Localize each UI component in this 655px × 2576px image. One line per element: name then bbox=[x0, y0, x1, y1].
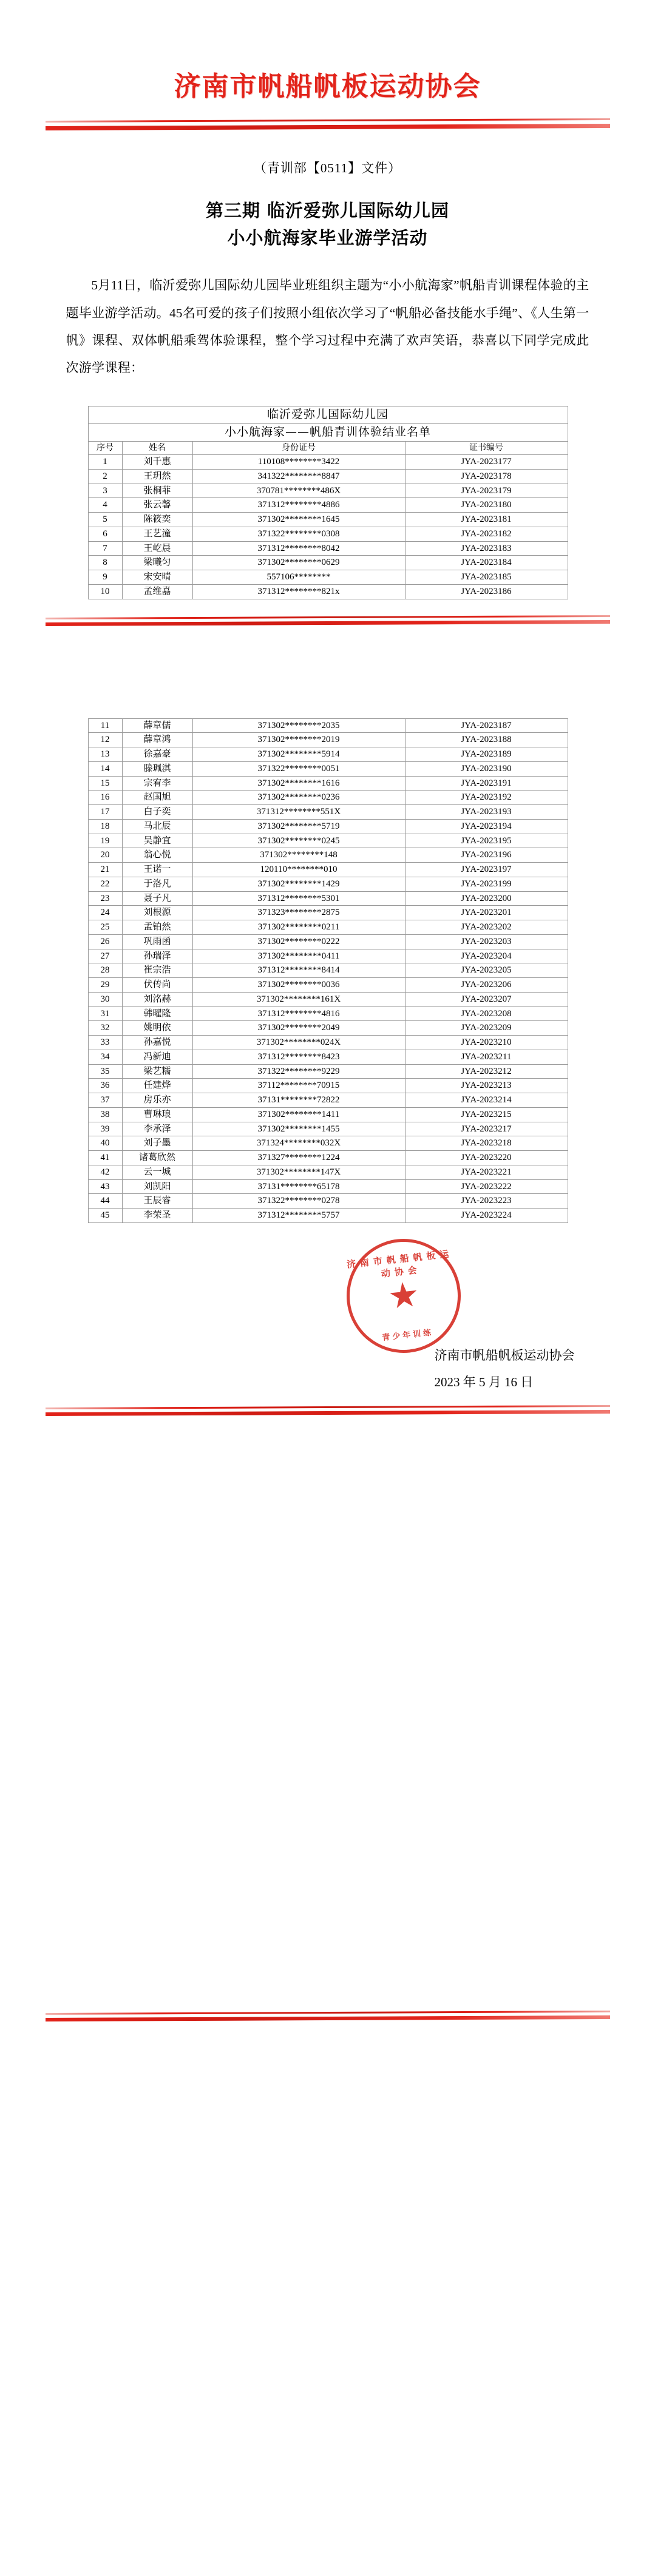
row-index: 7 bbox=[88, 541, 122, 556]
body-paragraph: 5月11日，临沂爱弥儿国际幼儿园毕业班组织主题为“小小航海家”帆船青训课程体验的主题毕业游学活动。45名可爱的孩子们按照小组依次学习了“帆船必备技能水手绳”、《人生第一帆》课程、双体帆船乘驾体验课程，整个学习过程中充满了欢声笑语，恭喜以下同学完成此次游学课程： bbox=[66, 278, 589, 375]
row-id-number: 371322********0278 bbox=[192, 1194, 405, 1209]
row-index: 39 bbox=[88, 1122, 122, 1136]
row-cert-number: JYA-2023202 bbox=[405, 920, 568, 935]
table-row bbox=[88, 1209, 568, 1223]
divider-thick-line bbox=[46, 620, 610, 626]
table-row bbox=[88, 584, 568, 599]
row-cert-number: JYA-2023190 bbox=[405, 761, 568, 776]
table-row bbox=[88, 791, 568, 805]
row-id-number: 371302********1616 bbox=[192, 776, 405, 791]
row-id-number: 371302********5719 bbox=[192, 819, 405, 834]
divider-thin-line bbox=[46, 2011, 610, 2015]
row-id-number: 371323********2875 bbox=[192, 906, 405, 920]
page-title-line-2: 小小航海家毕业游学活动 bbox=[227, 227, 428, 248]
row-id-number: 371312********4886 bbox=[192, 498, 405, 513]
row-id-number: 371302********5914 bbox=[192, 747, 405, 762]
row-id-number: 371312********551X bbox=[192, 805, 405, 820]
row-index: 22 bbox=[88, 877, 122, 891]
row-index: 34 bbox=[88, 1050, 122, 1064]
row-index: 1 bbox=[88, 455, 122, 470]
table-header-row bbox=[88, 441, 568, 455]
row-id-number: 371302********0222 bbox=[192, 934, 405, 949]
row-cert-number: JYA-2023224 bbox=[405, 1209, 568, 1223]
row-id-number: 371302********0211 bbox=[192, 920, 405, 935]
row-name: 刘千惠 bbox=[122, 455, 192, 470]
document-number: （青训部【0511】文件） bbox=[253, 160, 402, 175]
row-name: 张云馨 bbox=[122, 498, 192, 513]
table-row bbox=[88, 1021, 568, 1036]
row-name: 白子奕 bbox=[122, 805, 192, 820]
table-row bbox=[88, 819, 568, 834]
row-cert-number: JYA-2023181 bbox=[405, 513, 568, 527]
row-name: 房乐亦 bbox=[122, 1093, 192, 1108]
row-name: 聂子凡 bbox=[122, 891, 192, 906]
row-cert-number: JYA-2023196 bbox=[405, 848, 568, 863]
row-cert-number: JYA-2023223 bbox=[405, 1194, 568, 1209]
row-name: 冯新迪 bbox=[122, 1050, 192, 1064]
row-cert-number: JYA-2023178 bbox=[405, 469, 568, 484]
row-name: 王诺一 bbox=[122, 863, 192, 877]
row-cert-number: JYA-2023207 bbox=[405, 992, 568, 1006]
row-cert-number: JYA-2023189 bbox=[405, 747, 568, 762]
table-row bbox=[88, 1136, 568, 1151]
row-name: 徐嘉豪 bbox=[122, 747, 192, 762]
table-row bbox=[88, 848, 568, 863]
row-id-number: 120110********010 bbox=[192, 863, 405, 877]
row-id-number: 371302********2049 bbox=[192, 1021, 405, 1036]
row-index: 3 bbox=[88, 484, 122, 498]
divider-thick-line bbox=[46, 1410, 610, 1416]
row-id-number: 371312********8042 bbox=[192, 541, 405, 556]
table-row bbox=[88, 949, 568, 963]
row-index: 30 bbox=[88, 992, 122, 1006]
table-row bbox=[88, 541, 568, 556]
table-row bbox=[88, 747, 568, 762]
row-cert-number: JYA-2023214 bbox=[405, 1093, 568, 1108]
row-name: 孟铂然 bbox=[122, 920, 192, 935]
row-name: 王玥然 bbox=[122, 469, 192, 484]
row-cert-number: JYA-2023193 bbox=[405, 805, 568, 820]
signoff-block bbox=[435, 1342, 575, 1395]
seal-top-text: 济南市帆船帆板运动协会 bbox=[345, 1247, 453, 1280]
table-row bbox=[88, 484, 568, 498]
row-name: 陈筱奕 bbox=[122, 513, 192, 527]
table-row bbox=[88, 1194, 568, 1209]
table-row bbox=[88, 718, 568, 733]
row-id-number: 371302********0411 bbox=[192, 949, 405, 963]
row-cert-number: JYA-2023217 bbox=[405, 1122, 568, 1136]
column-header-id: 身份证号 bbox=[192, 441, 405, 455]
row-index: 8 bbox=[88, 556, 122, 570]
row-id-number: 371322********0308 bbox=[192, 527, 405, 541]
row-cert-number: JYA-2023187 bbox=[405, 718, 568, 733]
column-header-cert: 证书编号 bbox=[405, 441, 568, 455]
roster-table-part-1 bbox=[88, 406, 568, 599]
row-id-number: 341322********8847 bbox=[192, 469, 405, 484]
row-index: 14 bbox=[88, 761, 122, 776]
row-cert-number: JYA-2023188 bbox=[405, 733, 568, 747]
signoff-area bbox=[66, 1223, 589, 1405]
table-row bbox=[88, 834, 568, 848]
row-name: 吴静宜 bbox=[122, 834, 192, 848]
row-name: 宋安晴 bbox=[122, 570, 192, 585]
divider-thin-line bbox=[46, 1405, 610, 1409]
table-row bbox=[88, 1107, 568, 1122]
trailing-whitespace bbox=[0, 1416, 655, 2011]
row-cert-number: JYA-2023221 bbox=[405, 1165, 568, 1179]
row-id-number: 37112********70915 bbox=[192, 1079, 405, 1093]
row-cert-number: JYA-2023182 bbox=[405, 527, 568, 541]
row-index: 27 bbox=[88, 949, 122, 963]
row-index: 17 bbox=[88, 805, 122, 820]
table-row bbox=[88, 1050, 568, 1064]
table-row bbox=[88, 556, 568, 570]
table-row bbox=[88, 934, 568, 949]
row-id-number: 371322********0051 bbox=[192, 761, 405, 776]
row-name: 任建烨 bbox=[122, 1079, 192, 1093]
row-index: 37 bbox=[88, 1093, 122, 1108]
row-cert-number: JYA-2023200 bbox=[405, 891, 568, 906]
row-cert-number: JYA-2023213 bbox=[405, 1079, 568, 1093]
row-id-number: 110108********3422 bbox=[192, 455, 405, 470]
row-id-number: 371302********2035 bbox=[192, 718, 405, 733]
row-index: 25 bbox=[88, 920, 122, 935]
row-id-number: 371312********8414 bbox=[192, 963, 405, 978]
seal-bottom-text: 青少年训练 bbox=[381, 1328, 434, 1343]
row-name: 韩曜隆 bbox=[122, 1006, 192, 1021]
row-index: 31 bbox=[88, 1006, 122, 1021]
row-id-number: 371302********1411 bbox=[192, 1107, 405, 1122]
table-row bbox=[88, 992, 568, 1006]
row-name: 赵国旭 bbox=[122, 791, 192, 805]
row-name: 姚明依 bbox=[122, 1021, 192, 1036]
table-row bbox=[88, 920, 568, 935]
table-subtitle: 小小航海家——帆船青训体验结业名单 bbox=[88, 423, 568, 441]
table-subtitle-row bbox=[88, 423, 568, 441]
table-row bbox=[88, 877, 568, 891]
roster-table-body-2 bbox=[88, 718, 568, 1222]
row-index: 29 bbox=[88, 978, 122, 993]
row-cert-number: JYA-2023218 bbox=[405, 1136, 568, 1151]
row-name: 宗宥李 bbox=[122, 776, 192, 791]
row-index: 11 bbox=[88, 718, 122, 733]
roster-table-part-2 bbox=[88, 718, 568, 1223]
row-name: 于洛凡 bbox=[122, 877, 192, 891]
table-row bbox=[88, 1036, 568, 1050]
row-name: 李荣圣 bbox=[122, 1209, 192, 1223]
row-cert-number: JYA-2023195 bbox=[405, 834, 568, 848]
row-id-number: 371302********0036 bbox=[192, 978, 405, 993]
row-cert-number: JYA-2023209 bbox=[405, 1021, 568, 1036]
row-name: 云一城 bbox=[122, 1165, 192, 1179]
row-index: 16 bbox=[88, 791, 122, 805]
row-id-number: 371302********024X bbox=[192, 1036, 405, 1050]
table-row bbox=[88, 513, 568, 527]
signoff-organization: 济南市帆船帆板运动协会 bbox=[434, 1347, 575, 1363]
row-cert-number: JYA-2023197 bbox=[405, 863, 568, 877]
row-id-number: 371302********161X bbox=[192, 992, 405, 1006]
table-row bbox=[88, 1064, 568, 1079]
row-index: 20 bbox=[88, 848, 122, 863]
row-index: 28 bbox=[88, 963, 122, 978]
row-cert-number: JYA-2023186 bbox=[405, 584, 568, 599]
row-index: 35 bbox=[88, 1064, 122, 1079]
row-cert-number: JYA-2023210 bbox=[405, 1036, 568, 1050]
row-cert-number: JYA-2023183 bbox=[405, 541, 568, 556]
row-name: 张桐菲 bbox=[122, 484, 192, 498]
row-index: 45 bbox=[88, 1209, 122, 1223]
row-cert-number: JYA-2023212 bbox=[405, 1064, 568, 1079]
row-index: 6 bbox=[88, 527, 122, 541]
row-index: 15 bbox=[88, 776, 122, 791]
row-cert-number: JYA-2023211 bbox=[405, 1050, 568, 1064]
row-id-number: 371312********4816 bbox=[192, 1006, 405, 1021]
row-cert-number: JYA-2023215 bbox=[405, 1107, 568, 1122]
row-name: 孙嘉悦 bbox=[122, 1036, 192, 1050]
row-name: 王辰睿 bbox=[122, 1194, 192, 1209]
row-name: 李承泽 bbox=[122, 1122, 192, 1136]
row-name: 巩雨函 bbox=[122, 934, 192, 949]
organization-title: 济南市帆船帆板运动协会 bbox=[174, 71, 481, 102]
divider-thick-line bbox=[46, 124, 610, 130]
letterhead bbox=[0, 0, 655, 132]
row-cert-number: JYA-2023203 bbox=[405, 934, 568, 949]
table-row bbox=[88, 469, 568, 484]
row-index: 32 bbox=[88, 1021, 122, 1036]
row-cert-number: JYA-2023180 bbox=[405, 498, 568, 513]
row-name: 王艺潼 bbox=[122, 527, 192, 541]
divider-thin-line bbox=[46, 615, 610, 619]
row-id-number: 371327********1224 bbox=[192, 1151, 405, 1165]
row-index: 24 bbox=[88, 906, 122, 920]
table-row bbox=[88, 498, 568, 513]
column-header-index: 序号 bbox=[88, 441, 122, 455]
divider-thick-line bbox=[46, 2015, 610, 2021]
row-id-number: 371302********2019 bbox=[192, 733, 405, 747]
page-title bbox=[0, 197, 655, 252]
row-id-number: 371322********9229 bbox=[192, 1064, 405, 1079]
row-index: 43 bbox=[88, 1179, 122, 1194]
row-name: 诸葛欣然 bbox=[122, 1151, 192, 1165]
row-cert-number: JYA-2023185 bbox=[405, 570, 568, 585]
row-name: 曹琳琅 bbox=[122, 1107, 192, 1122]
table-row bbox=[88, 906, 568, 920]
row-id-number: 371312********821x bbox=[192, 584, 405, 599]
roster-table bbox=[88, 406, 568, 599]
row-id-number: 37131********72822 bbox=[192, 1093, 405, 1108]
row-index: 2 bbox=[88, 469, 122, 484]
row-name: 梁艺糯 bbox=[122, 1064, 192, 1079]
row-cert-number: JYA-2023199 bbox=[405, 877, 568, 891]
row-cert-number: JYA-2023220 bbox=[405, 1151, 568, 1165]
page-1-bottom-divider bbox=[46, 615, 610, 626]
row-name: 薛章鸿 bbox=[122, 733, 192, 747]
table-row bbox=[88, 863, 568, 877]
roster-table-continued bbox=[88, 718, 568, 1223]
row-index: 4 bbox=[88, 498, 122, 513]
row-cert-number: JYA-2023179 bbox=[405, 484, 568, 498]
row-index: 5 bbox=[88, 513, 122, 527]
row-index: 36 bbox=[88, 1079, 122, 1093]
row-name: 孙瑞泽 bbox=[122, 949, 192, 963]
official-seal-icon bbox=[341, 1233, 466, 1358]
row-index: 10 bbox=[88, 584, 122, 599]
row-name: 伏传尚 bbox=[122, 978, 192, 993]
row-name: 刘根源 bbox=[122, 906, 192, 920]
row-id-number: 371302********0629 bbox=[192, 556, 405, 570]
row-name: 孟维嚞 bbox=[122, 584, 192, 599]
row-index: 40 bbox=[88, 1136, 122, 1151]
roster-table-body-1 bbox=[88, 406, 568, 599]
row-index: 13 bbox=[88, 747, 122, 762]
row-name: 梁曦匀 bbox=[122, 556, 192, 570]
trailing-whitespace-2 bbox=[0, 2021, 655, 2167]
row-name: 刘洺赫 bbox=[122, 992, 192, 1006]
column-header-name: 姓名 bbox=[122, 441, 192, 455]
row-name: 滕珮淇 bbox=[122, 761, 192, 776]
row-id-number: 371302********0236 bbox=[192, 791, 405, 805]
row-cert-number: JYA-2023194 bbox=[405, 819, 568, 834]
table-row bbox=[88, 733, 568, 747]
row-id-number: 371302********147X bbox=[192, 1165, 405, 1179]
table-title-row bbox=[88, 406, 568, 424]
table-row bbox=[88, 761, 568, 776]
row-index: 33 bbox=[88, 1036, 122, 1050]
row-name: 翁心悦 bbox=[122, 848, 192, 863]
table-row bbox=[88, 1151, 568, 1165]
row-index: 26 bbox=[88, 934, 122, 949]
row-index: 18 bbox=[88, 819, 122, 834]
table-row bbox=[88, 891, 568, 906]
table-row bbox=[88, 1165, 568, 1179]
row-cert-number: JYA-2023201 bbox=[405, 906, 568, 920]
row-cert-number: JYA-2023177 bbox=[405, 455, 568, 470]
table-row bbox=[88, 776, 568, 791]
row-id-number: 371302********1429 bbox=[192, 877, 405, 891]
row-cert-number: JYA-2023192 bbox=[405, 791, 568, 805]
row-id-number: 371302********0245 bbox=[192, 834, 405, 848]
row-name: 马北辰 bbox=[122, 819, 192, 834]
table-row bbox=[88, 1179, 568, 1194]
table-row bbox=[88, 455, 568, 470]
row-name: 刘子墨 bbox=[122, 1136, 192, 1151]
row-name: 王屹晨 bbox=[122, 541, 192, 556]
row-name: 薛章儒 bbox=[122, 718, 192, 733]
row-cert-number: JYA-2023205 bbox=[405, 963, 568, 978]
table-row bbox=[88, 1122, 568, 1136]
row-index: 21 bbox=[88, 863, 122, 877]
row-index: 9 bbox=[88, 570, 122, 585]
row-cert-number: JYA-2023208 bbox=[405, 1006, 568, 1021]
row-name: 刘凯阳 bbox=[122, 1179, 192, 1194]
row-cert-number: JYA-2023204 bbox=[405, 949, 568, 963]
table-row bbox=[88, 1093, 568, 1108]
page-2-bottom-divider bbox=[46, 1405, 610, 1416]
table-row bbox=[88, 805, 568, 820]
page-title-line-1: 第三期 临沂爱弥儿国际幼儿园 bbox=[205, 200, 450, 221]
page-break-gap bbox=[0, 626, 655, 694]
row-id-number: 371302********1645 bbox=[192, 513, 405, 527]
row-cert-number: JYA-2023184 bbox=[405, 556, 568, 570]
table-row bbox=[88, 978, 568, 993]
row-id-number: 371312********8423 bbox=[192, 1050, 405, 1064]
table-row bbox=[88, 963, 568, 978]
row-cert-number: JYA-2023222 bbox=[405, 1179, 568, 1194]
row-cert-number: JYA-2023206 bbox=[405, 978, 568, 993]
signoff-date: 2023 年 5 月 16 日 bbox=[434, 1374, 534, 1389]
row-index: 38 bbox=[88, 1107, 122, 1122]
row-id-number: 37131********65178 bbox=[192, 1179, 405, 1194]
row-cert-number: JYA-2023191 bbox=[405, 776, 568, 791]
row-id-number: 371312********5301 bbox=[192, 891, 405, 906]
row-id-number: 371312********5757 bbox=[192, 1209, 405, 1223]
table-row bbox=[88, 1006, 568, 1021]
table-row bbox=[88, 1079, 568, 1093]
row-index: 42 bbox=[88, 1165, 122, 1179]
row-index: 44 bbox=[88, 1194, 122, 1209]
row-name: 崔宗浩 bbox=[122, 963, 192, 978]
letterhead-divider bbox=[46, 118, 610, 132]
page-3-bottom-divider bbox=[46, 2011, 610, 2021]
divider-thin-line bbox=[46, 118, 610, 123]
row-id-number: 371302********1455 bbox=[192, 1122, 405, 1136]
row-index: 12 bbox=[88, 733, 122, 747]
row-id-number: 371302********148 bbox=[192, 848, 405, 863]
row-id-number: 371324********032X bbox=[192, 1136, 405, 1151]
row-id-number: 557106******** bbox=[192, 570, 405, 585]
row-id-number: 370781********486X bbox=[192, 484, 405, 498]
row-index: 23 bbox=[88, 891, 122, 906]
table-title: 临沂爱弥儿国际幼儿园 bbox=[88, 406, 568, 424]
row-index: 41 bbox=[88, 1151, 122, 1165]
row-index: 19 bbox=[88, 834, 122, 848]
table-row bbox=[88, 570, 568, 585]
table-row bbox=[88, 527, 568, 541]
